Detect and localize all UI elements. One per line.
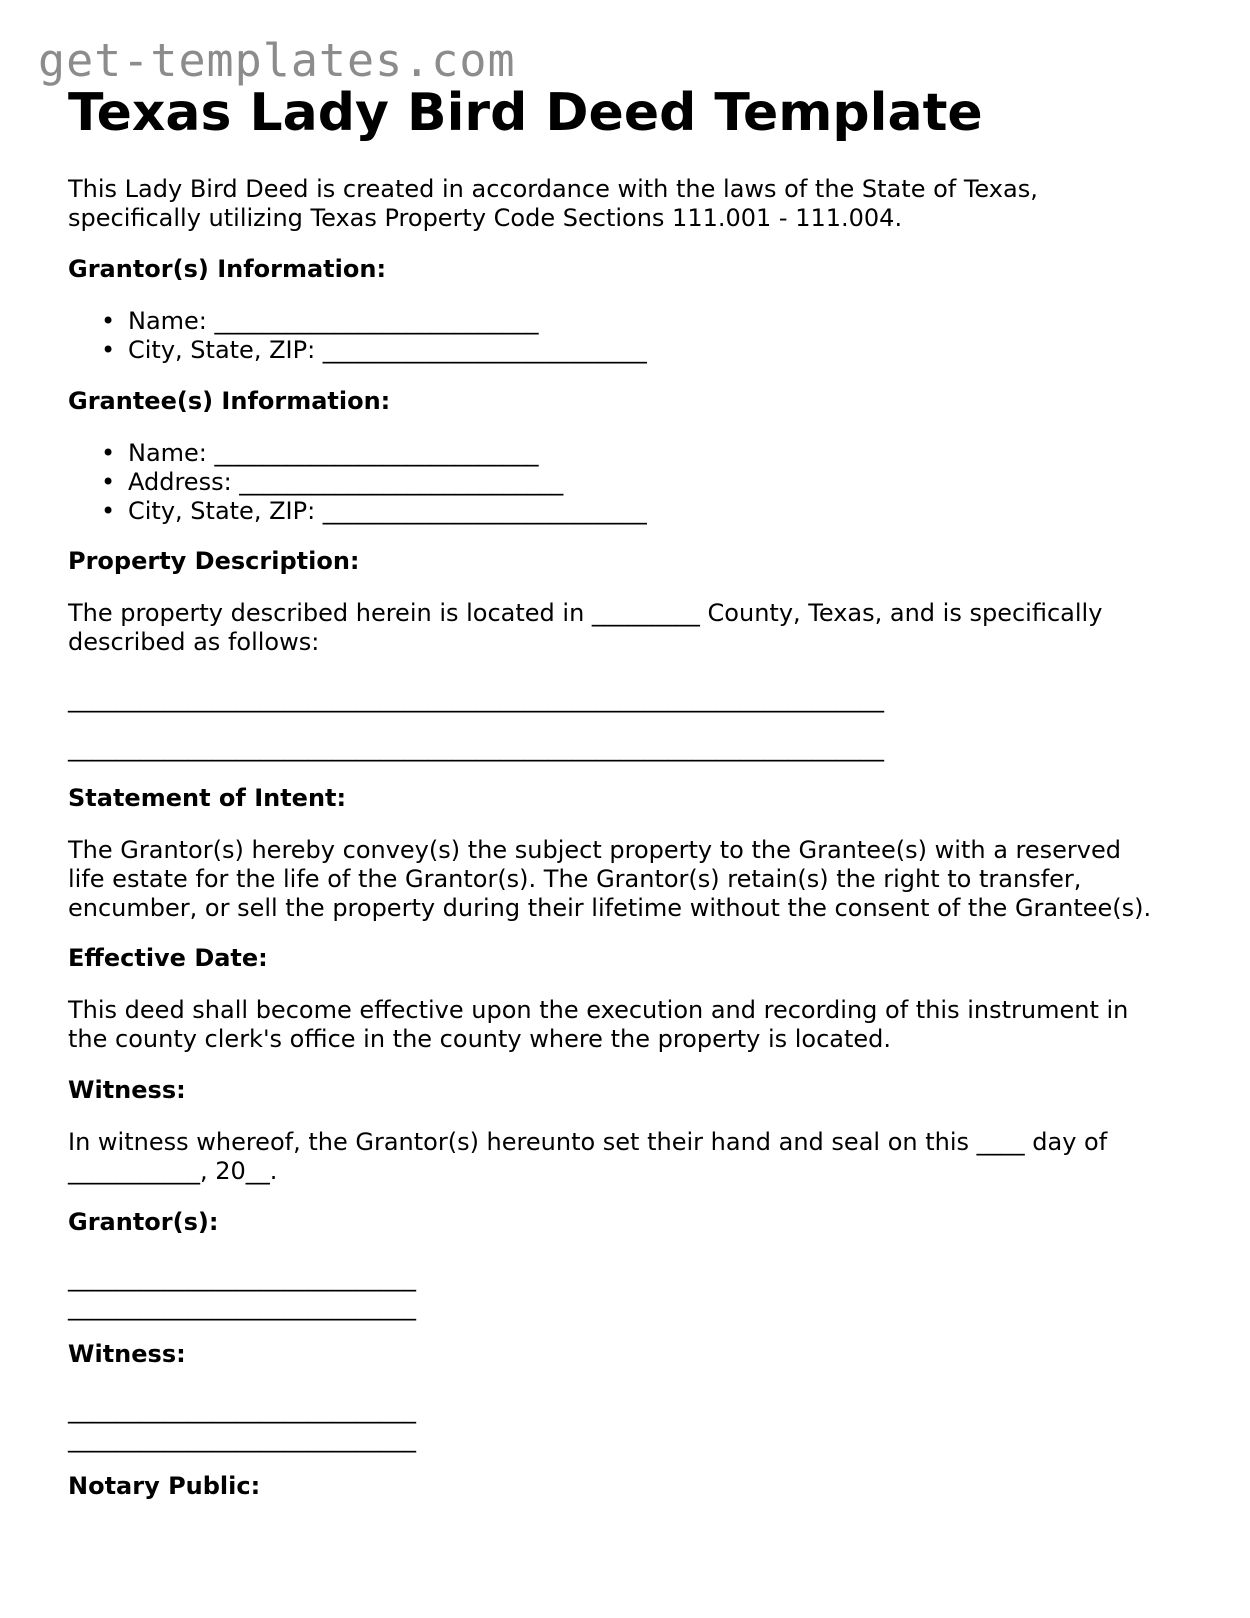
intent-line: life estate for the life of the Grantor(s). The Grantor(s) retain(s) the right to transfer, [68, 865, 1082, 893]
intro-line: specifically utilizing Texas Property Code Sections 111.001 - 111.004. [68, 204, 903, 232]
effective-heading: Effective Date: [68, 944, 268, 972]
list-item [68, 497, 1188, 526]
grantee-city-field: City, State, ZIP: ___________________________ [128, 497, 647, 525]
effective-line: This deed shall become effective upon the execution and recording of this instrument in [68, 996, 1129, 1024]
intent-line: The Grantor(s) hereby convey(s) the subject property to the Grantee(s) with a reserved [68, 836, 1121, 864]
property-line: described as follows: [68, 628, 320, 656]
grantor-sign-heading: Grantor(s): [68, 1208, 219, 1236]
effective-paragraph [68, 996, 1188, 1054]
list-item [68, 468, 1188, 497]
signature-line: _____________________________ [68, 1293, 416, 1321]
witness-sign-heading: Witness: [68, 1340, 186, 1368]
notary-heading: Notary Public: [68, 1472, 261, 1500]
witness-clause-heading: Witness: [68, 1076, 186, 1104]
property-blank-line: ____________________________________________________________________ [68, 685, 884, 713]
intent-heading: Statement of Intent: [68, 784, 347, 812]
list-item [68, 307, 1188, 336]
grantee-info-fields [68, 439, 1188, 526]
effective-line: the county clerk's office in the county where the property is located. [68, 1025, 892, 1053]
property-paragraph [68, 599, 1188, 657]
property-blank-line: ____________________________________________________________________ [68, 734, 884, 762]
witness-clause-line: In witness whereof, the Grantor(s) hereunto set their hand and seal on this ____ day of [68, 1128, 1108, 1156]
bullet-icon: • [101, 336, 116, 364]
grantor-signature-lines [68, 1264, 1188, 1322]
grantor-info-fields [68, 307, 1188, 365]
list-item [68, 439, 1188, 468]
intro-line: This Lady Bird Deed is created in accordance with the laws of the State of Texas, [68, 175, 1038, 203]
watermark: get-templates.com [38, 34, 516, 87]
intent-paragraph [68, 836, 1188, 923]
property-heading: Property Description: [68, 547, 360, 575]
witness-clause-line: ___________, 20__. [68, 1157, 278, 1185]
page-title: Texas Lady Bird Deed Template [68, 83, 983, 143]
grantor-city-field: City, State, ZIP: ___________________________ [128, 336, 647, 364]
signature-line: _____________________________ [68, 1425, 416, 1453]
witness-signature-lines [68, 1396, 1188, 1454]
bullet-icon: • [101, 497, 116, 525]
property-line: The property described herein is located in _________ County, Texas, and is specifically [68, 599, 1103, 627]
grantor-name-field: Name: ___________________________ [128, 307, 539, 335]
intro-paragraph [68, 175, 1188, 233]
grantee-address-field: Address: ___________________________ [128, 468, 564, 496]
grantee-info-heading: Grantee(s) Information: [68, 387, 391, 415]
list-item [68, 336, 1188, 365]
grantor-info-heading: Grantor(s) Information: [68, 255, 387, 283]
bullet-icon: • [101, 439, 116, 467]
grantee-name-field: Name: ___________________________ [128, 439, 539, 467]
signature-line: _____________________________ [68, 1264, 416, 1292]
witness-clause-paragraph [68, 1128, 1188, 1186]
intent-line: encumber, or sell the property during their lifetime without the consent of the Grantee(s). [68, 894, 1152, 922]
signature-line: _____________________________ [68, 1396, 416, 1424]
bullet-icon: • [101, 307, 116, 335]
bullet-icon: • [101, 468, 116, 496]
